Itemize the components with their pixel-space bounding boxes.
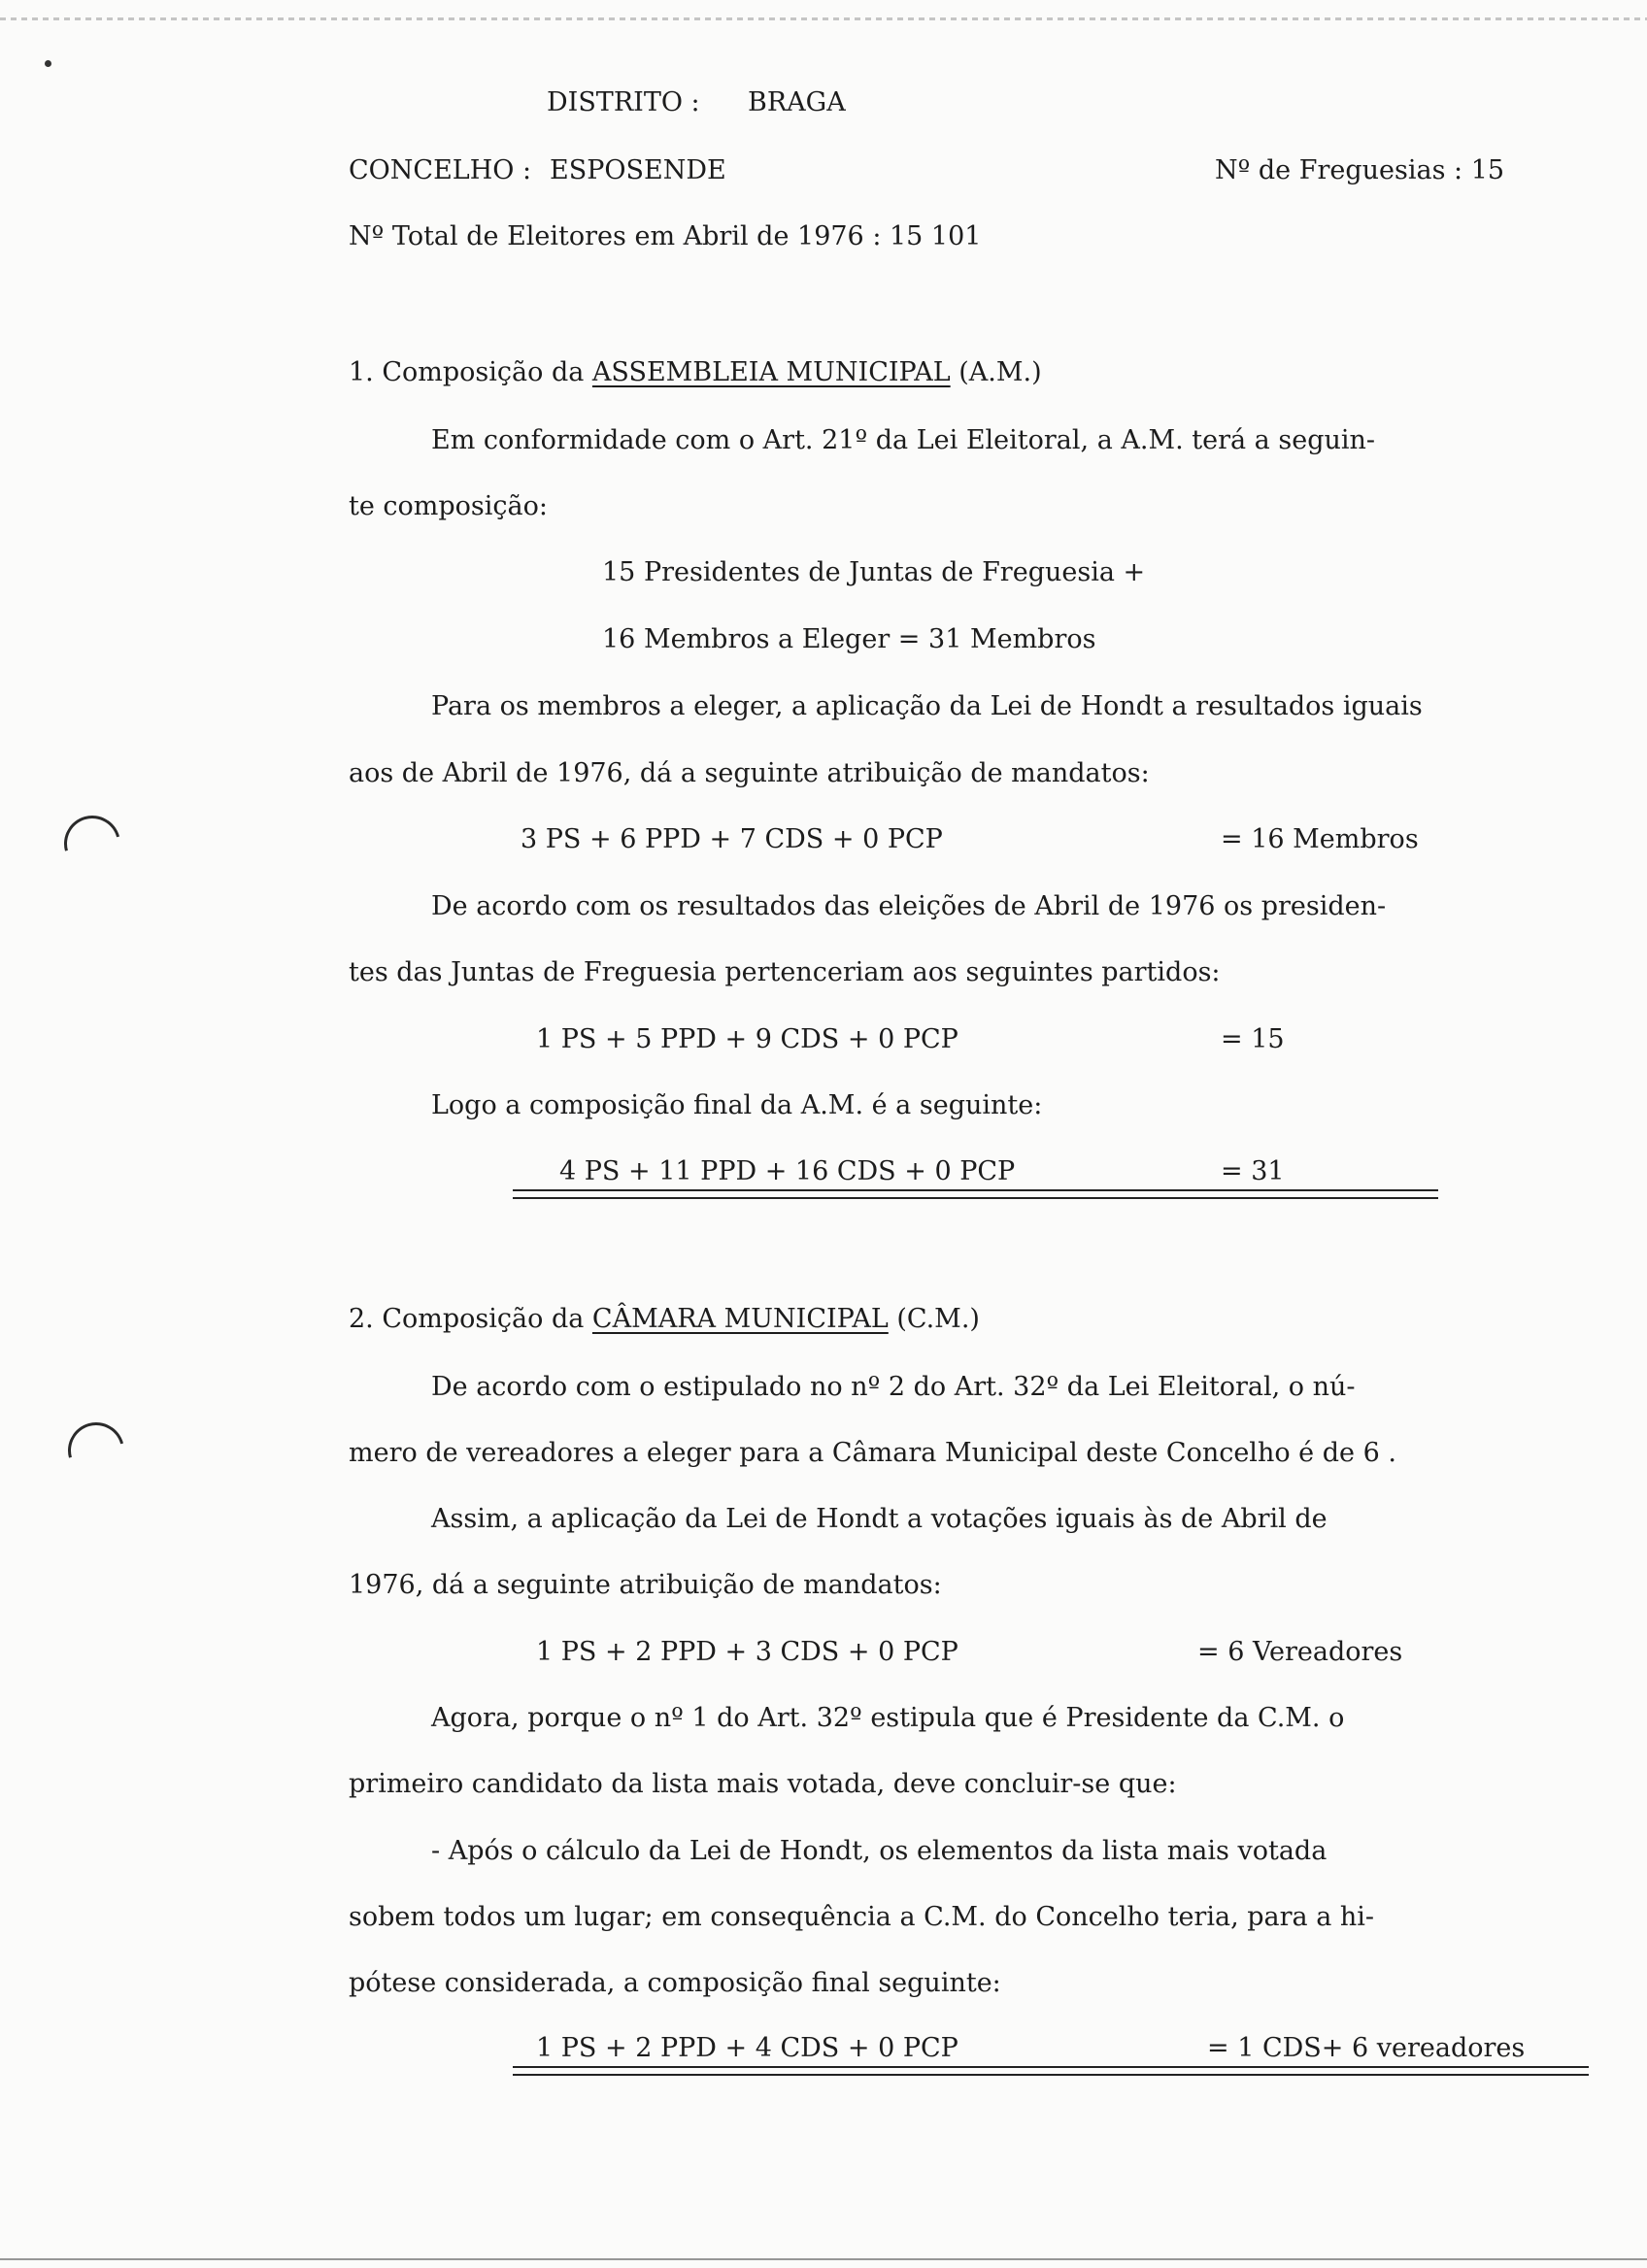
- section1-paragraph: Logo a composição final da A.M. é a seguinte:: [431, 1090, 1043, 1120]
- presidents-equation: 1 PS + 5 PPD + 9 CDS + 0 PCP: [536, 1024, 958, 1054]
- top-scan-edge: [0, 17, 1647, 20]
- vereadores-total: = 6 Vereadores: [1197, 1637, 1403, 1667]
- section1-paragraph: Em conformidade com o Art. 21º da Lei Eleitoral, a A.M. terá a seguin-: [431, 425, 1376, 455]
- section2-paragraph: De acordo com o estipulado no nº 2 do Art. 32º da Lei Eleitoral, o nú-: [431, 1372, 1356, 1402]
- mandates-total: = 16 Membros: [1221, 824, 1419, 854]
- mandates-equation: 3 PS + 6 PPD + 7 CDS + 0 PCP: [521, 824, 943, 854]
- section1-paragraph: tes das Juntas de Freguesia pertenceriam aos seguintes partidos:: [349, 957, 1221, 987]
- section2-paragraph: primeiro candidato da lista mais votada, deve concluir-se que:: [349, 1769, 1177, 1799]
- concelho-value: ESPOSENDE: [550, 155, 726, 185]
- punch-hole: [53, 805, 130, 882]
- section2-paragraph: 1976, dá a seguinte atribuição de mandatos:: [349, 1570, 942, 1600]
- composition-line: 16 Membros a Eleger = 31 Membros: [602, 624, 1096, 654]
- section2-paragraph: Assim, a aplicação da Lei de Hondt a votações iguais às de Abril de: [431, 1504, 1328, 1534]
- section1-paragraph: te composição:: [349, 491, 548, 521]
- distrito-label: DISTRITO :: [547, 87, 700, 117]
- section1-title: 1. Composição da ASSEMBLEIA MUNICIPAL (A.M.): [349, 357, 1042, 387]
- final-cm-rule: [513, 2074, 1589, 2076]
- concelho-label: CONCELHO :: [349, 155, 532, 185]
- composition-line: 15 Presidentes de Juntas de Freguesia +: [602, 557, 1146, 587]
- section2-paragraph: - Após o cálculo da Lei de Hondt, os elementos da lista mais votada: [431, 1836, 1328, 1866]
- punch-hole: [57, 1412, 134, 1488]
- section2-paragraph: sobem todos um lugar; em consequência a C.M. do Concelho teria, para a hi-: [349, 1902, 1375, 1932]
- final-am-rule: [513, 1197, 1438, 1199]
- section2-title: 2. Composição da CÂMARA MUNICIPAL (C.M.): [349, 1304, 980, 1334]
- section2-paragraph: Agora, porque o nº 1 do Art. 32º estipula que é Presidente da C.M. o: [431, 1703, 1345, 1733]
- presidents-total: = 15: [1221, 1024, 1285, 1054]
- final-am-rule: [513, 1189, 1438, 1191]
- section1-paragraph: De acordo com os resultados das eleições de Abril de 1976 os presiden-: [431, 891, 1387, 921]
- final-cm-total: = 1 CDS+ 6 vereadores: [1207, 2033, 1526, 2063]
- section2-paragraph: pótese considerada, a composição final seguinte:: [349, 1968, 1001, 1998]
- final-am-total: = 31: [1221, 1156, 1285, 1186]
- final-cm-rule: [513, 2066, 1589, 2068]
- section1-paragraph: Para os membros a eleger, a aplicação da Lei de Hondt a resultados iguais: [431, 691, 1423, 721]
- distrito-value: BRAGA: [748, 87, 846, 117]
- final-cm-equation: 1 PS + 2 PPD + 4 CDS + 0 PCP: [536, 2033, 958, 2063]
- final-am-equation: 4 PS + 11 PPD + 16 CDS + 0 PCP: [559, 1156, 1016, 1186]
- vereadores-equation: 1 PS + 2 PPD + 3 CDS + 0 PCP: [536, 1637, 958, 1667]
- scan-mark: [45, 60, 51, 67]
- bottom-scan-edge: [0, 2258, 1647, 2260]
- section1-paragraph: aos de Abril de 1976, dá a seguinte atribuição de mandatos:: [349, 758, 1150, 788]
- freguesias-count: Nº de Freguesias : 15: [1215, 155, 1505, 185]
- section2-paragraph: mero de vereadores a eleger para a Câmara Municipal deste Concelho é de 6 .: [349, 1438, 1396, 1468]
- total-eleitores: Nº Total de Eleitores em Abril de 1976 : 15 101: [349, 221, 982, 251]
